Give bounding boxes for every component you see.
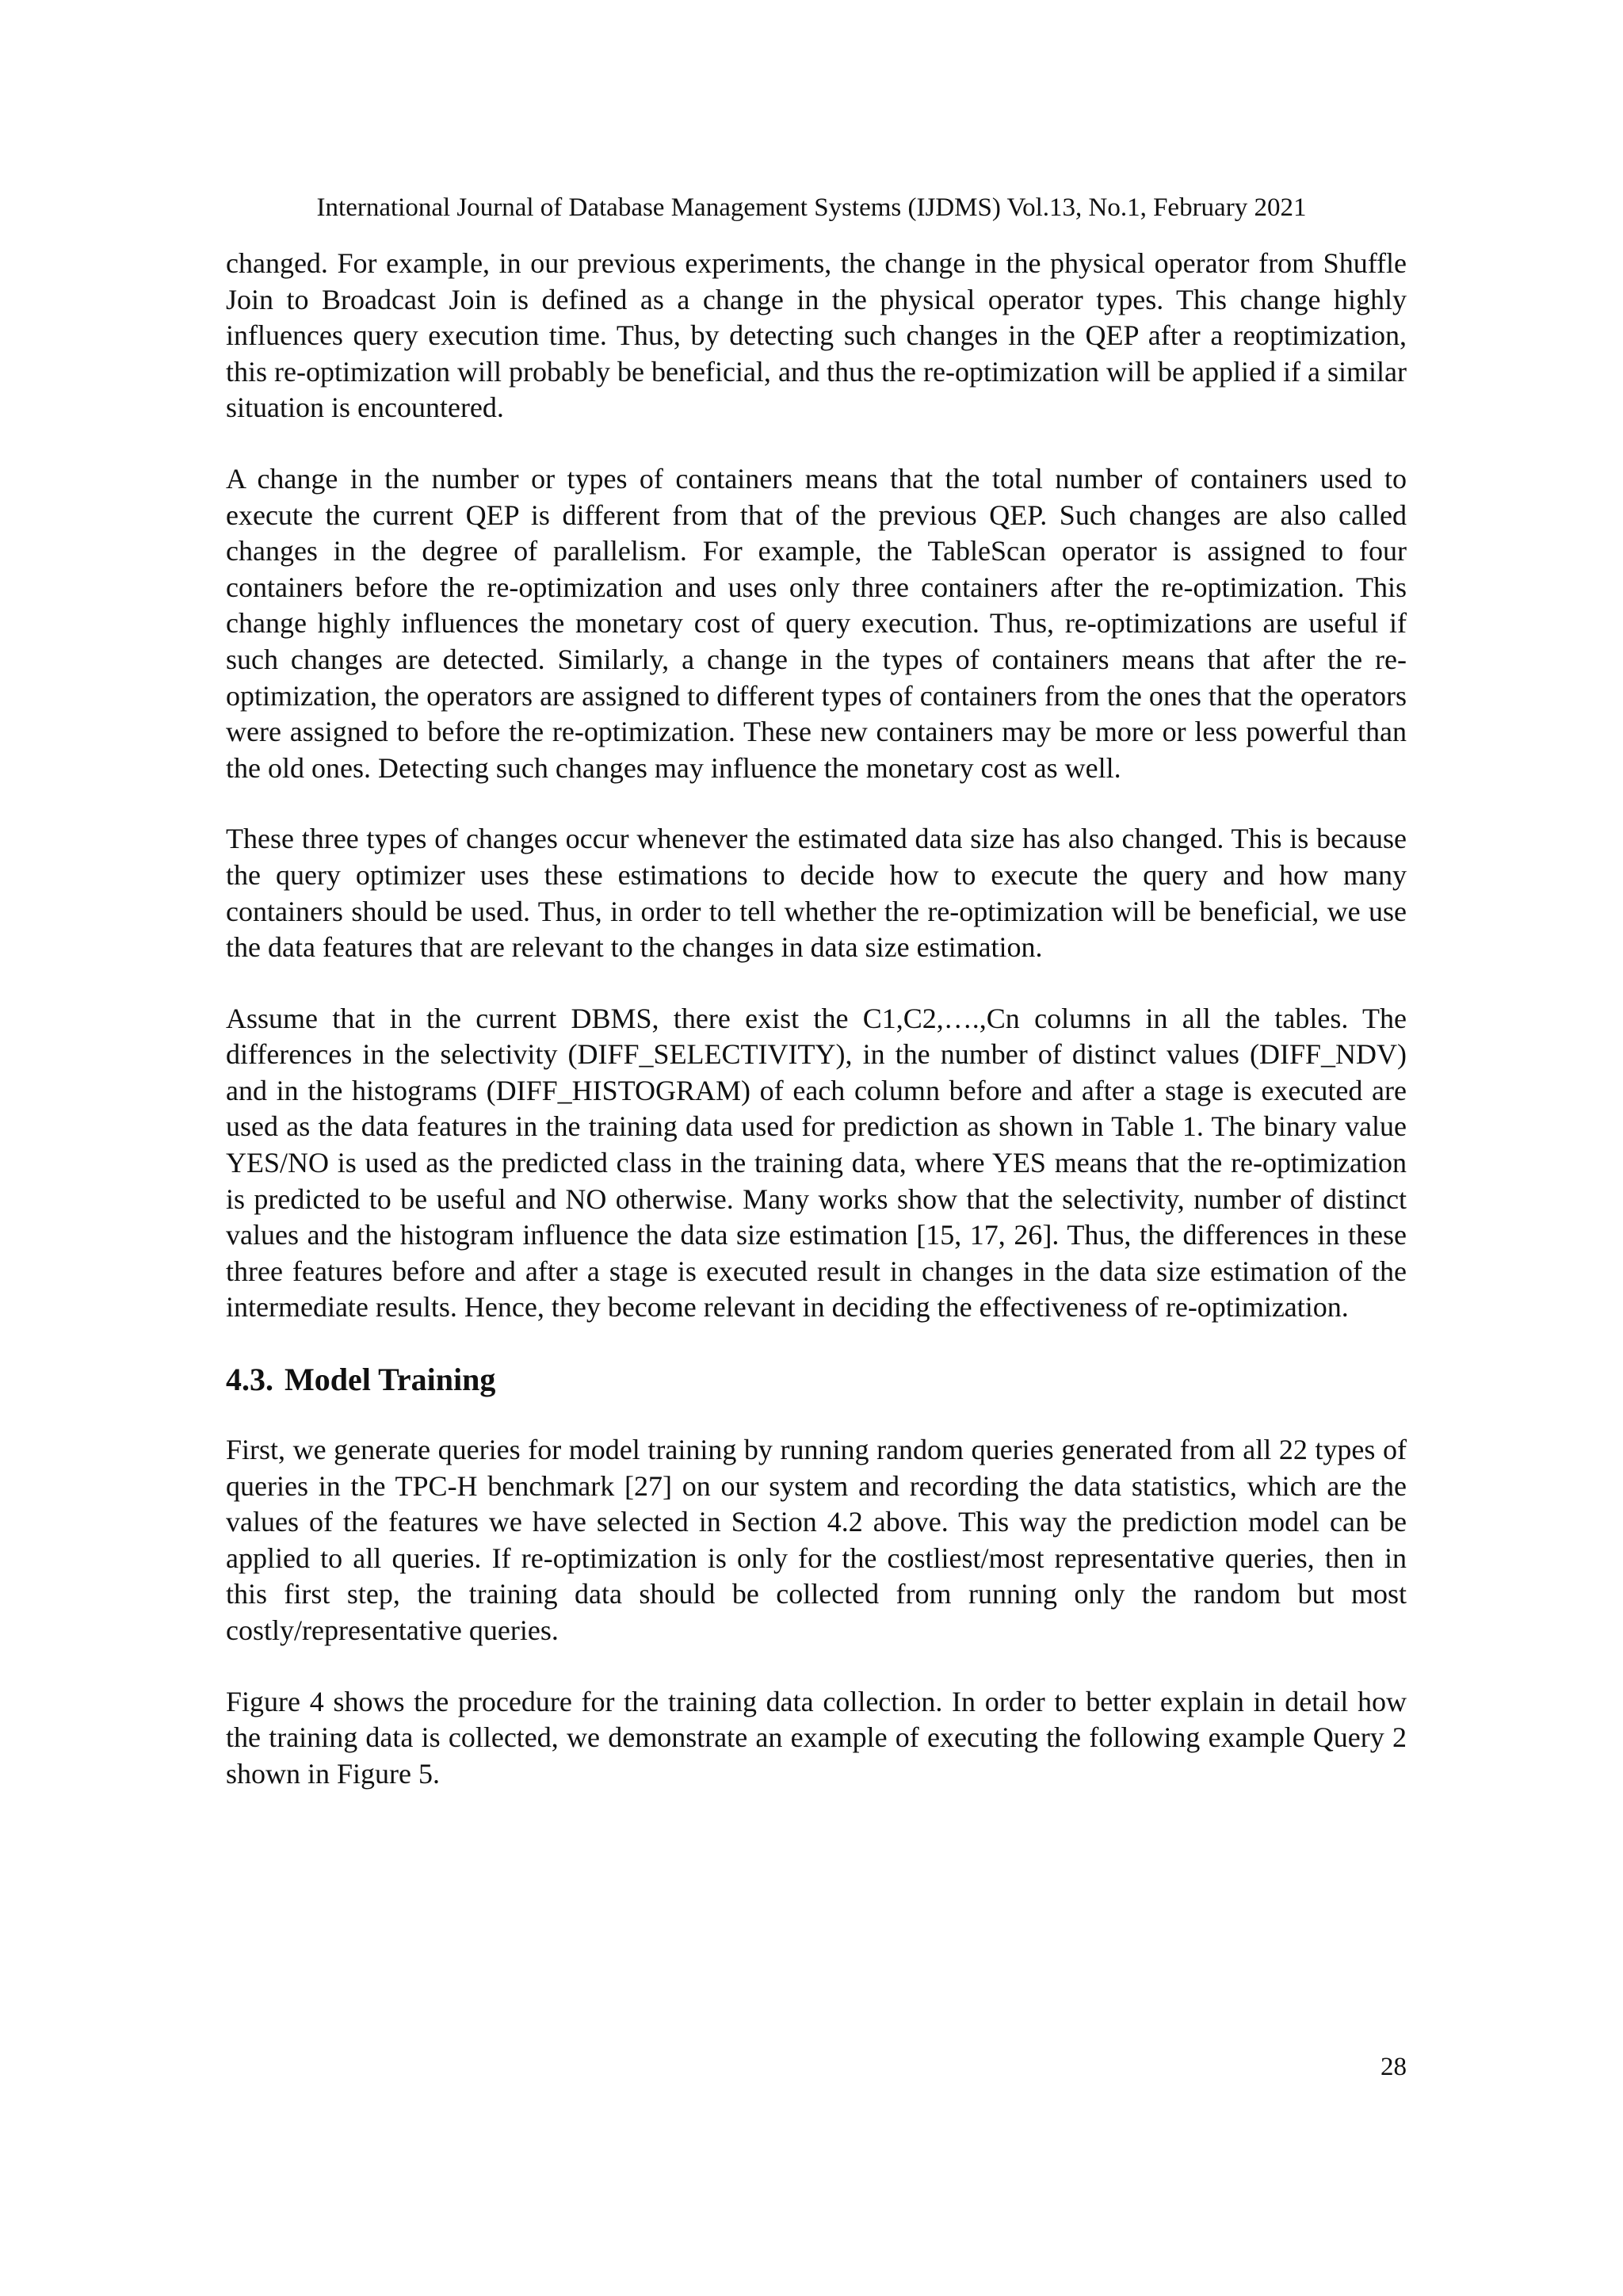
page-number: 28 bbox=[1381, 2053, 1407, 2081]
paragraph-container-change: A change in the number or types of containers means that the total number of containers used to execute the current QEP is different from that of the previous QEP. Such changes are also called changes in the degree of parallelism. For example, the TableScan operator is assigned to four containers before the re-optimization and uses only three containers after the re-optimization. This change highly influences the monetary cost of query execution. Thus, re-optimizations are useful if such changes are detected. Similarly, a change in the types of containers means that after the re-optimization, the operators are assigned to different types of containers from the ones that the operators were assigned to before the re-optimization. These new containers may be more or less powerful than the old ones. Detecting such changes may influence the monetary cost as well. bbox=[226, 462, 1407, 784]
section-number: 4.3. bbox=[226, 1362, 273, 1398]
page-body bbox=[226, 246, 1407, 1827]
journal-header: International Journal of Database Management Systems (IJDMS) Vol.13, No.1, February 2021 bbox=[316, 193, 1307, 222]
section-title: Model Training bbox=[285, 1362, 496, 1398]
paragraph-query-generation: First, we generate queries for model training by running random queries generated from all 22 types of queries in the TPC-H benchmark [27] on our system and recording the data statistics, which are the values of the features we have selected in Section 4.2 above. This way the prediction model can be applied to all queries. If re-optimization is only for the costliest/most representative queries, then in this first step, the training data should be collected from running only the random but most costly/representative queries. bbox=[226, 1434, 1407, 1646]
section-heading-model-training bbox=[226, 1361, 1407, 1399]
paragraph-data-features: Assume that in the current DBMS, there exist the C1,C2,….,Cn columns in all the tables. The differences in the selectivity (DIFF_SELECTIVITY), in the number of distinct values (DIFF_NDV) and in the histograms (DIFF_HISTOGRAM) of each column before and after a stage is executed are used as the data features in the training data used for prediction as shown in Table 1. The binary value YES/NO is used as the predicted class in the training data, where YES means that the re-optimization is predicted to be useful and NO otherwise. Many works show that the selectivity, number of distinct values and the histogram influence the data size estimation [15, 17, 26]. Thus, the differences in these three features before and after a stage is executed result in changes in the data size estimation of the intermediate results. Hence, they become relevant in deciding the effectiveness of re-optimization. bbox=[226, 1002, 1407, 1324]
paragraph-physical-operator-change: changed. For example, in our previous experiments, the change in the physical operator from Shuffle Join to Broadcast Join is defined as a change in the physical operator types. This change highly influences query execution time. Thus, by detecting such changes in the QEP after a reoptimization, this re-optimization will probably be beneficial, and thus the re-optimization will be applied if a similar situation is encountered. bbox=[226, 247, 1407, 424]
paragraph-training-procedure: Figure 4 shows the procedure for the training data collection. In order to better explain in detail how the training data is collected, we demonstrate an example of executing the following example Query 2 shown in Figure 5. bbox=[226, 1685, 1407, 1790]
paragraph-data-size-estimation: These three types of changes occur whenever the estimated data size has also changed. This is because the query optimizer uses these estimations to decide how to execute the query and how many containers should be used. Thus, in order to tell whether the re-optimization will be beneficial, we use the data features that are relevant to the changes in data size estimation. bbox=[226, 823, 1407, 964]
